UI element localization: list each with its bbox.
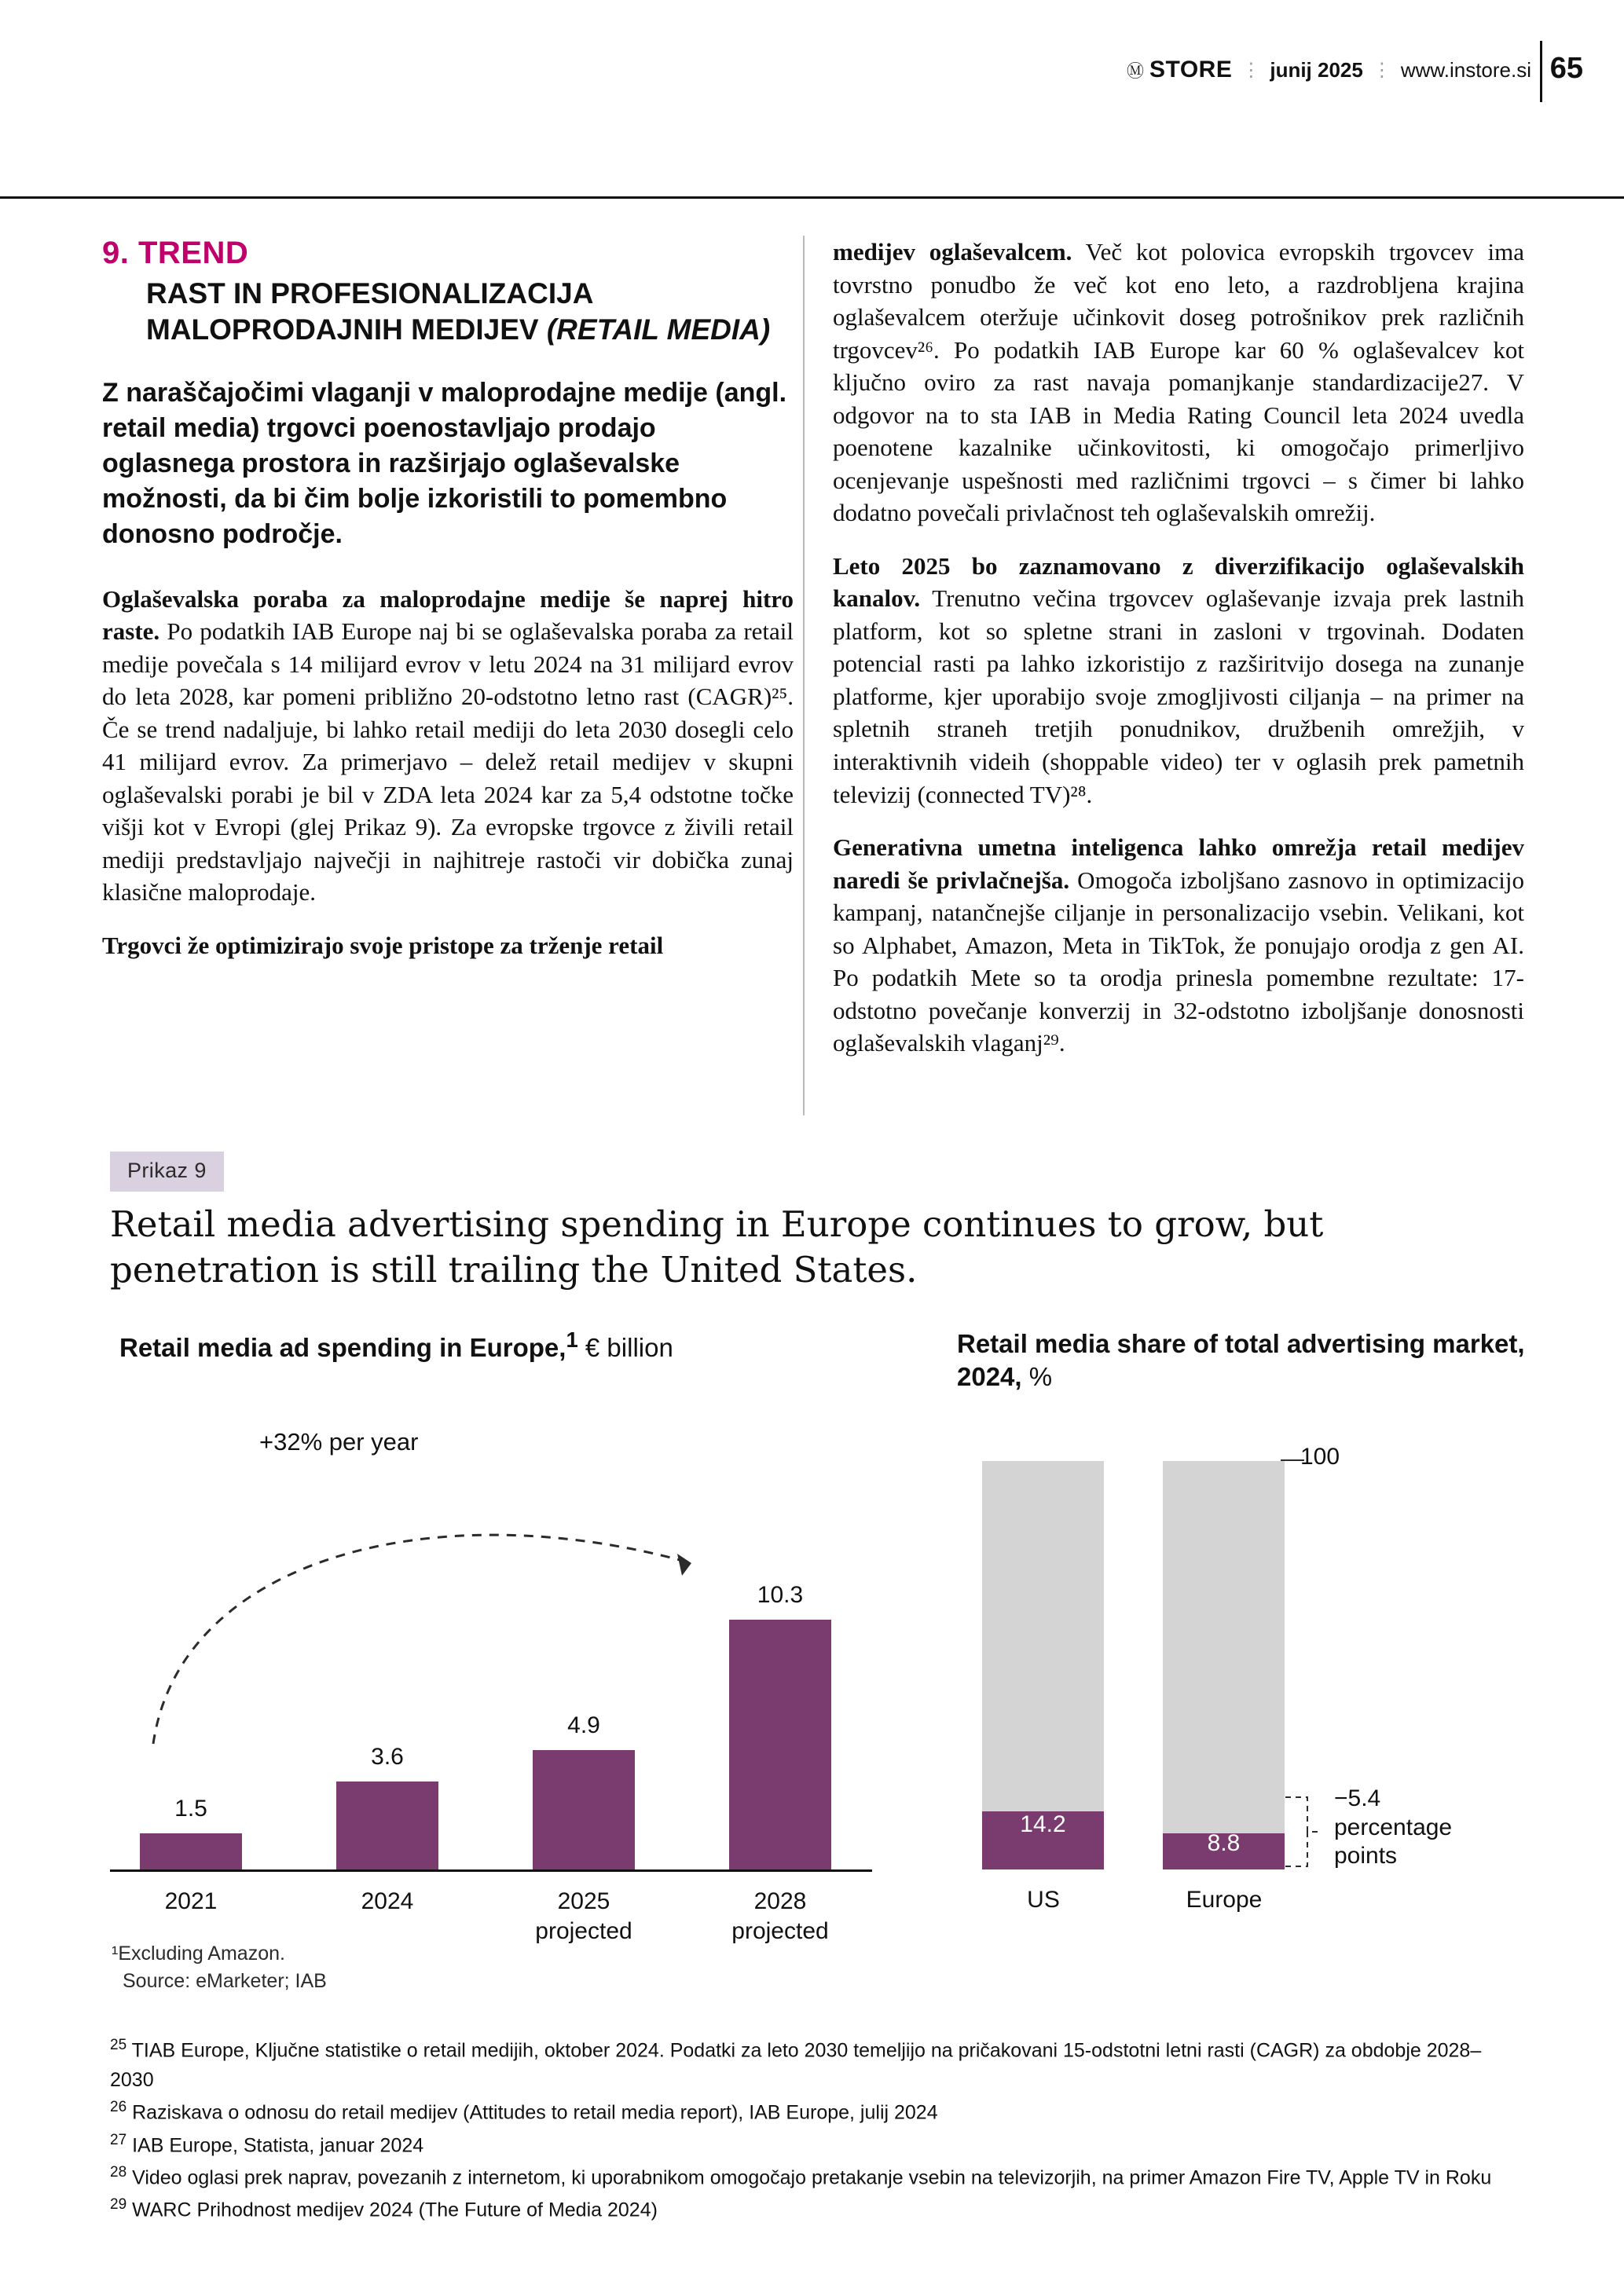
bar-value-2021: 1.5 bbox=[174, 1796, 207, 1822]
paragraph-left-2 bbox=[102, 929, 794, 962]
bar-category-2025-sub: projected bbox=[535, 1917, 632, 1944]
growth-annotation: +32% per year bbox=[259, 1428, 419, 1456]
paragraph-left-1-text: Po podatkih IAB Europe naj bi se oglaševalska poraba za retail medije povečala s 14 milijard evrov v letu 2024 na 31 milijard evrov do leta 2028, kar pomeni približno 20-odstotno letno rast (CAGR)²⁵. Če se trend nadaljuje, bi lahko retail mediji do leta 2030 dosegli celo 41 milijard evrov. Za primerjavo – delež retail medijev v skupni oglaševalski porabi je bil v ZDA leta 2024 kar za 5,4 odstotne točke višji kot v Evropi (glej Prikaz 9). Za evropske trgovce z živili retail mediji predstavljajo največji in najhitreje rastoči vir dobička zunaj klasične maloprodaje. bbox=[102, 617, 794, 906]
bar-category-europe: Europe bbox=[1186, 1887, 1263, 1913]
right-chart-title-bold: Retail media share of total advertising market, 2024, bbox=[957, 1329, 1525, 1392]
difference-value: −5.4 bbox=[1334, 1785, 1381, 1811]
trend-title-line1: RAST IN PROFESIONALIZACIJA bbox=[146, 277, 594, 309]
difference-label bbox=[1334, 1785, 1516, 1871]
paragraph-right-2-lead: Leto 2025 bo zaznamovano z diverzifikacijo oglaševalskih kanalov. bbox=[833, 551, 1524, 613]
left-chart-axis bbox=[110, 1869, 872, 1872]
footnote-29-number: 29 bbox=[110, 2196, 127, 2214]
brand-logo-icon: Ⓜ bbox=[1127, 61, 1144, 82]
difference-bracket-icon bbox=[1285, 1791, 1333, 1877]
footnote-27-text: IAB Europe, Statista, januar 2024 bbox=[132, 2133, 424, 2156]
bar-track-us bbox=[982, 1461, 1104, 1869]
bar-category-2024: 2024 bbox=[361, 1888, 414, 1914]
header-separator-1: ⋮ bbox=[1241, 59, 1261, 81]
paragraph-right-1-text: Več kot polovica evropskih trgovcev ima tovrstno ponudbo že več kot eno leto, a razdrobljena krajina oglaševalcem oteržuje učinkovit doseg potrošnikov prek različnih trgovcev²⁶. Po podatkih IAB Europe kar 60 % oglaševalcev kot ključno oviro za rast navaja pomanjkanje standardizacije27. V odgovor na to sta IAB in Media Rating Council leta 2024 uvedla poenotene kazalnike učinkovitosti, ki omogočajo primerljivo ocenjevanje uspešnosti med različnimi trgovci – s čimer bi lahko dodatno povečali privlačnost teh oglaševalskih omrežij. bbox=[833, 238, 1524, 527]
footnote-27 bbox=[110, 2129, 1524, 2160]
footnotes bbox=[110, 2034, 1524, 2227]
left-bar-chart bbox=[110, 1406, 872, 1944]
bar-category-2025 bbox=[497, 1887, 670, 1946]
paragraph-right-3-text: Omogoča izboljšano zasnovo in optimizacijo kampanj, natančnejše ciljanje in personalizacijo vsebin. Velikani, kot so Alphabet, Amazon, Meta in TikTok, že ponujajo orodja z gen AI. Po podatkih Mete so ta orodja prinesla pomembne rezultate: 17-odstotno povečanje konverzij in 32-odstotno izboljšanje donosnosti oglaševalskih vlaganj²⁹. bbox=[833, 866, 1525, 1057]
bar-2025 bbox=[533, 1750, 635, 1869]
right-chart-title bbox=[957, 1327, 1554, 1393]
bar-category-2021: 2021 bbox=[164, 1888, 218, 1914]
article-lede: Z naraščajočimi vlaganji v maloprodajne medije (angl. retail media) trgovci poenostavljajo prodajo oglasnega prostora in razširjajo oglaševalske možnosti, da bi čim bolje izkoristili to pomembno donosno področje. bbox=[102, 377, 787, 550]
footnote-29-text: WARC Prihodnost medijev 2024 (The Future of Media 2024) bbox=[132, 2199, 658, 2221]
right-column bbox=[833, 236, 1524, 1080]
bar-2028 bbox=[729, 1620, 831, 1869]
bar-value-us: 14.2 bbox=[1020, 1811, 1066, 1837]
paragraph-right-3-lead: Generativna umetna inteligenca lahko omrežja retail medijev naredi še privlačnejša. bbox=[833, 833, 1524, 894]
bar-2021 bbox=[140, 1833, 242, 1869]
bar-category-2028-sub: projected bbox=[731, 1917, 829, 1944]
footnote-25-text: TIAB Europe, Ključne statistike o retail medijih, oktober 2024. Podatki za leto 2030 temeljijo na pričakovani 15-odstotni letni rasti (CAGR) za obdobje 2028–2030 bbox=[110, 2039, 1482, 2092]
column-divider bbox=[803, 236, 805, 1115]
paragraph-right-2 bbox=[833, 550, 1524, 811]
trend-title-line2: MALOPRODAJNIH MEDIJEV bbox=[146, 313, 547, 346]
bar-value-2024: 3.6 bbox=[371, 1744, 404, 1770]
total-label: 100 bbox=[1300, 1444, 1340, 1470]
paragraph-left-1 bbox=[102, 583, 794, 909]
footnote-29 bbox=[110, 2194, 1524, 2225]
footnote-27-number: 27 bbox=[110, 2131, 127, 2148]
footnote-28-text: Video oglasi prek naprav, povezanih z internetom, ki uporabnikom omogočajo pretakanje vsebin na televizorjih, na primer Amazon Fire TV, Apple TV in Roku bbox=[132, 2166, 1492, 2189]
footnote-25 bbox=[110, 2034, 1524, 2095]
bar-value-2025: 4.9 bbox=[567, 1712, 600, 1738]
header-horizontal-rule bbox=[0, 196, 1624, 199]
exhibit-badge: Prikaz 9 bbox=[110, 1152, 224, 1192]
paragraph-right-3 bbox=[833, 831, 1524, 1060]
page-number: 65 bbox=[1549, 52, 1583, 85]
bar-value-europe: 8.8 bbox=[1207, 1830, 1241, 1856]
paragraph-right-2-text: Trenutno večina trgovcev oglaševanje izvaja prek lastnih platform, kot so spletne strani in zasloni v trgovinah. Dodaten potencial rasti pa lahko izkoristijo z razširitvijo dosega na zunanje platforme, kjer uporabijo svoje zmogljivosti ciljanja – na primer na spletnih straneh tretjih ponudnikov, družbenih omrežjih, v interaktivnih videih (shoppable video) ter v oglasih prek pametnih televizij (connected TV)²⁸. bbox=[833, 584, 1524, 808]
footnote-26 bbox=[110, 2096, 1524, 2127]
footnote-26-number: 26 bbox=[110, 2099, 127, 2116]
bar-value-2028: 10.3 bbox=[757, 1582, 804, 1608]
source-line-1: ¹Excluding Amazon. bbox=[112, 1943, 285, 1965]
trend-number: 9. TREND bbox=[102, 236, 249, 270]
brand-name: STORE bbox=[1149, 57, 1233, 82]
footnote-25-number: 25 bbox=[110, 2037, 127, 2053]
paragraph-right-1 bbox=[833, 236, 1524, 529]
footnote-28 bbox=[110, 2162, 1524, 2192]
difference-unit: percentage points bbox=[1334, 1814, 1453, 1869]
left-column bbox=[102, 236, 794, 982]
bar-2024 bbox=[336, 1782, 438, 1869]
page-header bbox=[1127, 57, 1531, 83]
bar-category-2028-year: 2028 bbox=[753, 1888, 807, 1914]
right-chart-title-unit: % bbox=[1021, 1362, 1053, 1392]
paragraph-left-1-lead: Oglaševalska poraba za maloprodajne medije še naprej hitro raste. bbox=[102, 584, 794, 646]
trend-title bbox=[146, 276, 794, 349]
bar-track-europe bbox=[1163, 1461, 1285, 1869]
footnote-28-number: 28 bbox=[110, 2163, 127, 2181]
paragraph-right-1-lead: medijev oglaševalcem. bbox=[833, 238, 1072, 265]
source-line-2: Source: eMarketer; IAB bbox=[123, 1970, 327, 1992]
chart-source bbox=[112, 1940, 327, 1995]
footnote-26-text: Raziskava o odnosu do retail medijev (Attitudes to retail media report), IAB Europe, julij 2024 bbox=[132, 2101, 938, 2124]
exhibit-title: Retail media advertising spending in Europe continues to grow, but penetration is still trailing the United States. bbox=[110, 1203, 1324, 1291]
left-chart-title-superscript: 1 bbox=[566, 1327, 578, 1352]
trend-title-italic: (RETAIL MEDIA) bbox=[546, 313, 771, 346]
header-separator-2: ⋮ bbox=[1372, 59, 1391, 81]
bar-category-2025-year: 2025 bbox=[557, 1888, 610, 1914]
left-chart-title-unit: € billion bbox=[577, 1333, 673, 1362]
total-leader-line-icon bbox=[1281, 1456, 1304, 1464]
issue-date: junij 2025 bbox=[1270, 57, 1363, 82]
paragraph-left-2-lead: Trgovci že optimizirajo svoje pristope za trženje retail bbox=[102, 931, 664, 959]
website-url: www.instore.si bbox=[1400, 57, 1531, 82]
left-chart-title bbox=[119, 1327, 673, 1363]
bar-category-us: US bbox=[1027, 1887, 1060, 1913]
right-bar-chart bbox=[966, 1406, 1516, 1913]
header-vertical-rule bbox=[1540, 41, 1542, 102]
left-chart-title-bold: Retail media ad spending in Europe, bbox=[119, 1333, 566, 1362]
bar-category-2028 bbox=[694, 1887, 867, 1946]
